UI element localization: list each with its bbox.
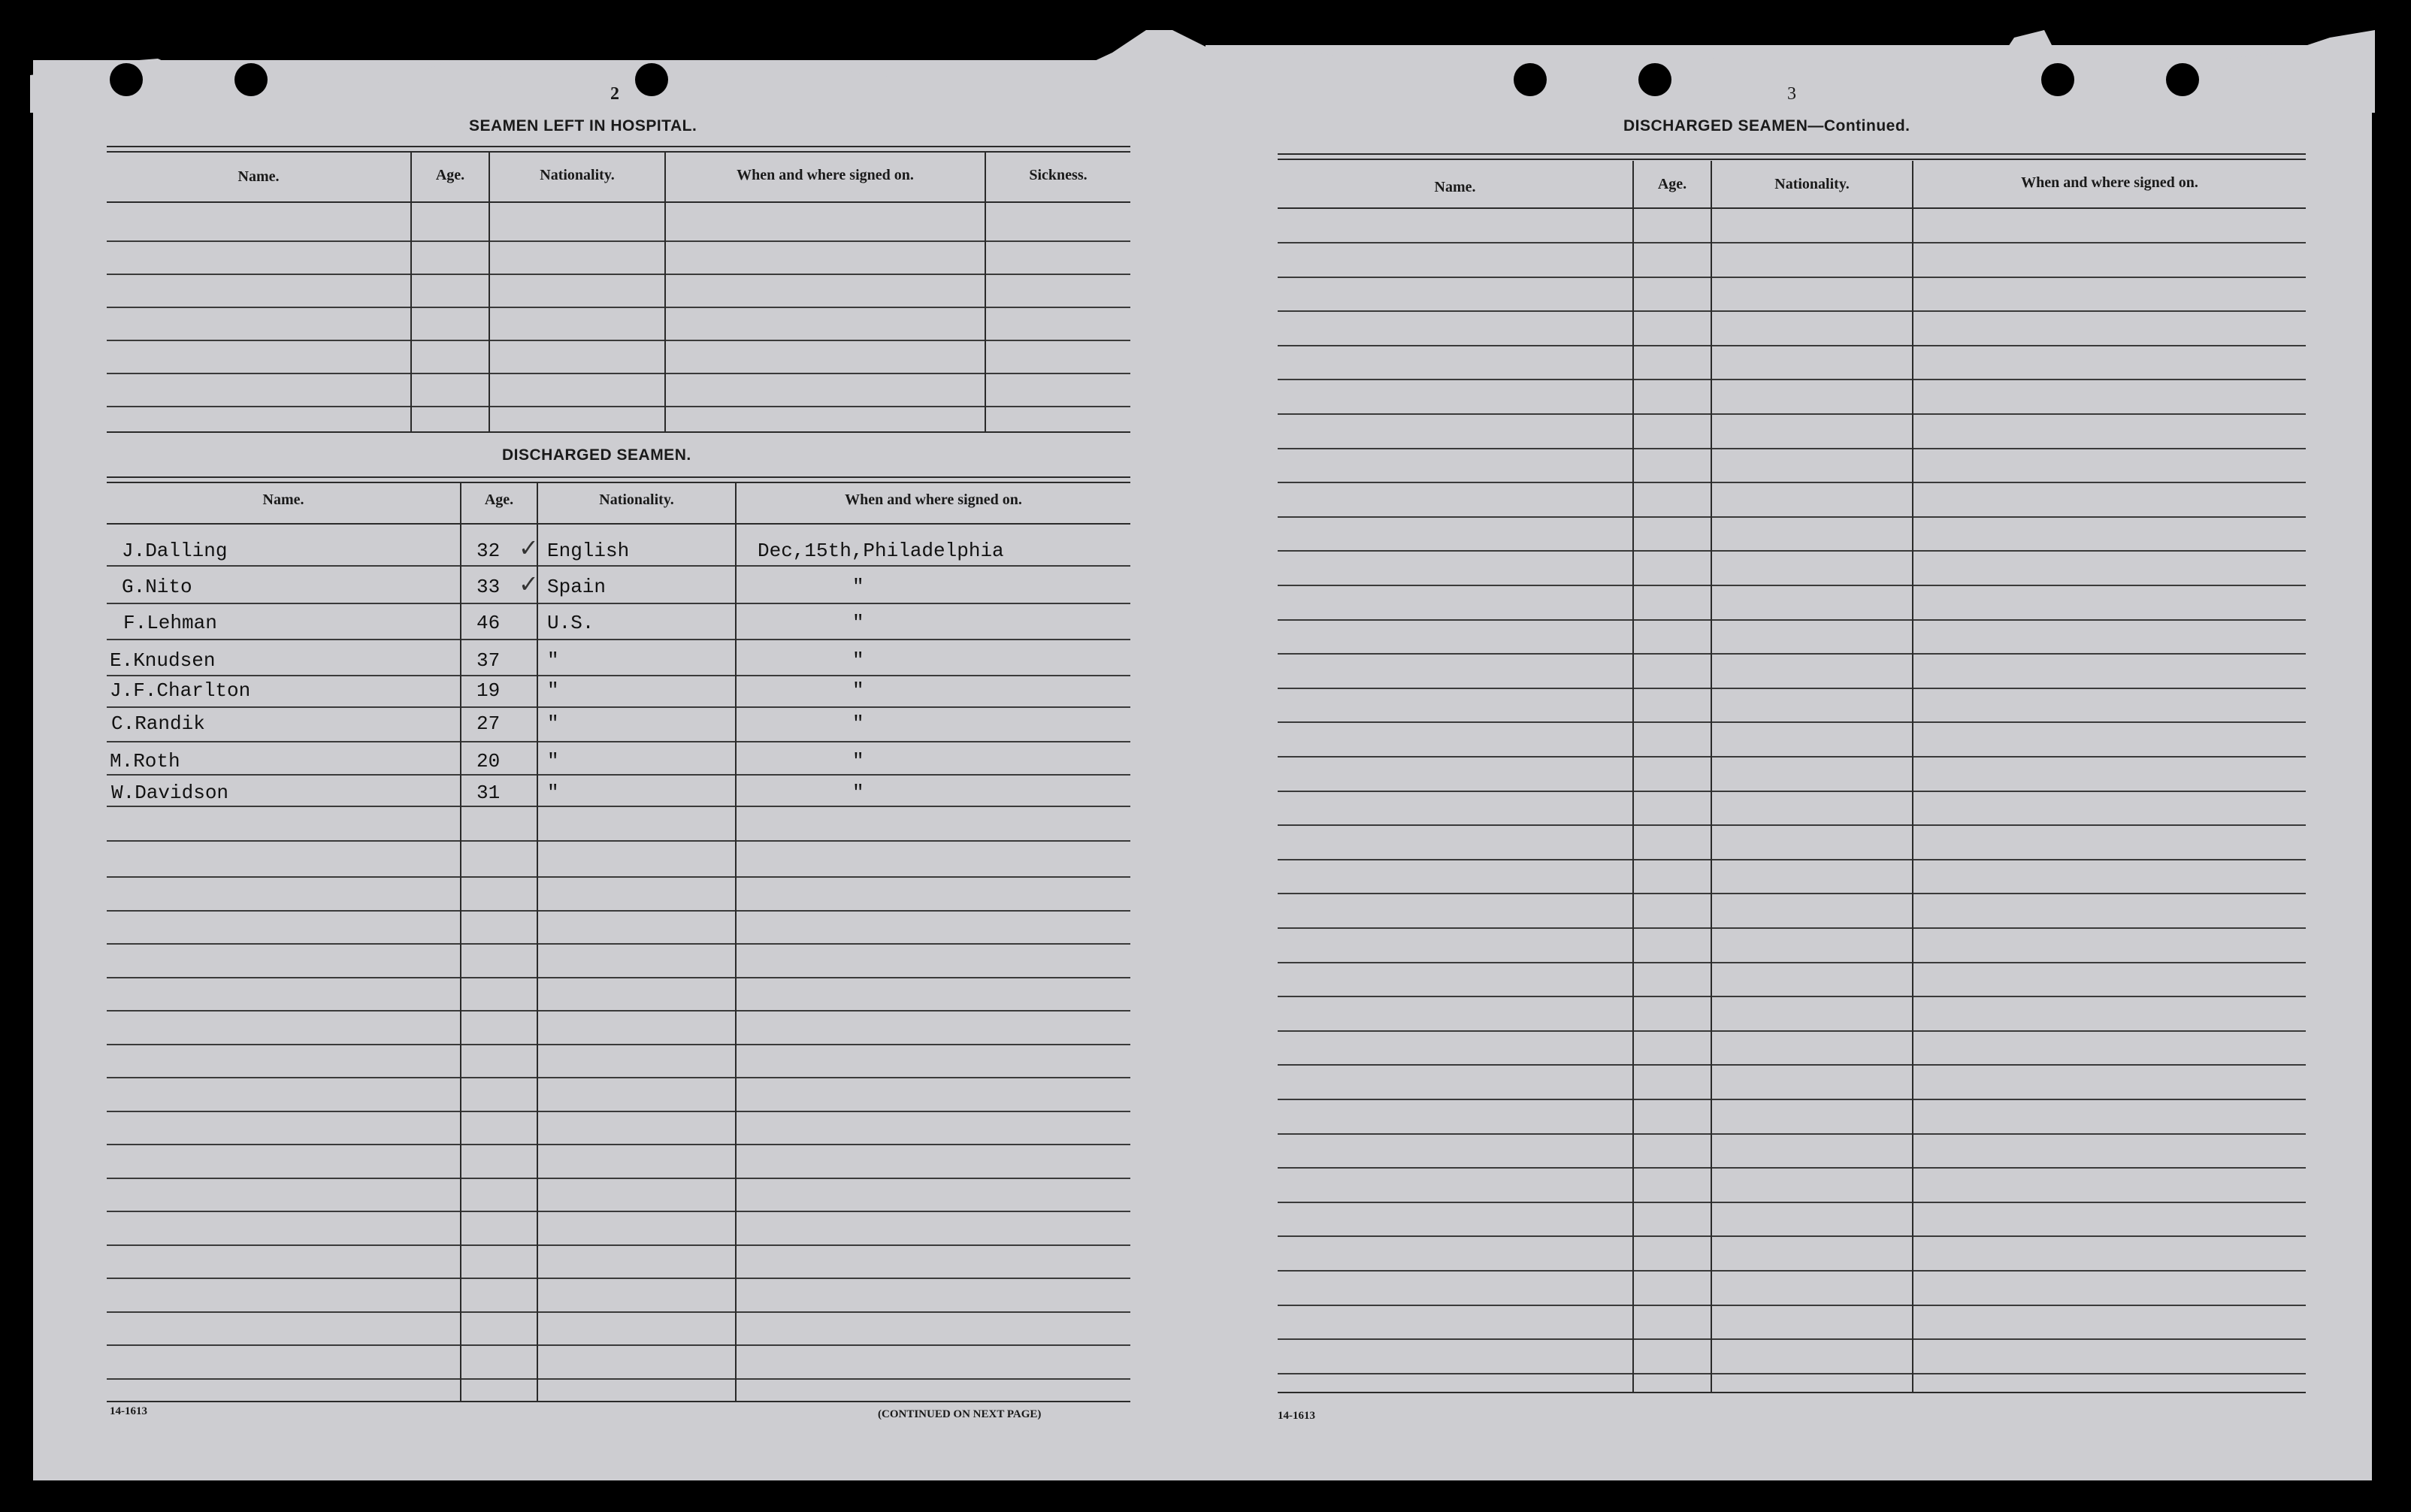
rule [1278, 893, 2306, 894]
rule [107, 741, 1130, 742]
rule [107, 1044, 1130, 1045]
rule [107, 1077, 1130, 1078]
seaman-nationality: " [547, 782, 559, 804]
column-divider [1632, 161, 1634, 1392]
rule [107, 1378, 1130, 1380]
seaman-name: G.Nito [122, 576, 192, 598]
discharged-col-nationality: Nationality. [599, 491, 674, 508]
checkmark-icon: ✓ [519, 534, 539, 562]
hospital-section-title: SEAMEN LEFT IN HOSPITAL. [469, 117, 697, 135]
seaman-nationality: Spain [547, 576, 607, 598]
seaman-nationality: " [547, 750, 559, 773]
right-col-nationality: Nationality. [1774, 176, 1850, 192]
seaman-signed-on: " [852, 679, 864, 702]
punch-hole [234, 63, 268, 96]
rule [1278, 1305, 2306, 1306]
seaman-name: J.F.Charlton [110, 679, 251, 702]
form-number: 14-1613 [110, 1405, 147, 1417]
discharged-col-signed: When and where signed on. [845, 491, 1022, 508]
rule [107, 476, 1130, 483]
seaman-name: M.Roth [110, 750, 180, 773]
seaman-nationality: U.S. [547, 612, 594, 634]
rule [107, 1244, 1130, 1246]
seaman-name: W.Davidson [111, 782, 229, 804]
rule [1278, 482, 2306, 483]
rule [1278, 1133, 2306, 1135]
punch-hole [1514, 63, 1547, 96]
rule [1278, 962, 2306, 963]
rule [107, 1311, 1130, 1313]
seaman-age: 31 [476, 782, 501, 804]
rule [107, 876, 1130, 878]
column-divider [489, 152, 490, 431]
rule [1278, 207, 2306, 209]
rule [107, 565, 1130, 567]
column-divider [410, 152, 412, 431]
seaman-signed-on: " [852, 750, 864, 773]
rule [1278, 1030, 2306, 1032]
hospital-col-signed: When and where signed on. [737, 167, 914, 183]
rule [107, 1010, 1130, 1012]
right-col-signed: When and where signed on. [2021, 174, 2198, 191]
seaman-name: J.Dalling [122, 540, 228, 562]
seaman-signed-on: " [852, 712, 864, 735]
hospital-col-sickness: Sickness. [1029, 167, 1088, 183]
seaman-signed-on: Dec,15th,Philadelphia [758, 540, 1004, 562]
rule [1278, 345, 2306, 346]
rule [107, 201, 1130, 203]
discharged-col-age: Age. [484, 491, 514, 508]
right-col-age: Age. [1657, 176, 1687, 192]
rule [107, 910, 1130, 912]
checkmark-icon: ✓ [519, 570, 539, 598]
rule [1278, 1373, 2306, 1374]
discharged-section-title: DISCHARGED SEAMEN. [502, 446, 691, 464]
rule [107, 1211, 1130, 1212]
seaman-age: 20 [476, 750, 501, 773]
rule [107, 1144, 1130, 1145]
seaman-age: 32 [476, 540, 501, 562]
column-divider [1912, 161, 1913, 1392]
rule [1278, 1167, 2306, 1169]
rule [107, 146, 1130, 153]
seaman-age: 19 [476, 679, 501, 702]
rule [1278, 242, 2306, 243]
rule [1278, 448, 2306, 449]
seaman-nationality: " [547, 679, 559, 702]
discharged-continued-title: DISCHARGED SEAMEN—Continued. [1623, 117, 1910, 135]
rule [107, 1278, 1130, 1279]
rule [1278, 1099, 2306, 1100]
rule [1278, 153, 2306, 160]
rule [107, 406, 1130, 407]
seaman-name: E.Knudsen [110, 649, 216, 672]
page-number: 2 [610, 84, 619, 104]
seaman-nationality: English [547, 540, 630, 562]
rule [1278, 277, 2306, 278]
rule [1278, 824, 2306, 826]
rule [1278, 721, 2306, 723]
rule [1278, 550, 2306, 552]
seaman-nationality: " [547, 712, 559, 735]
punch-hole [2166, 63, 2199, 96]
rule [1278, 1270, 2306, 1272]
rule [107, 840, 1130, 842]
rule [1278, 756, 2306, 758]
rule [1278, 1064, 2306, 1066]
torn-edge [30, 30, 2375, 113]
punch-hole [2041, 63, 2074, 96]
punch-hole [1638, 63, 1671, 96]
column-divider [1711, 161, 1712, 1392]
rule [107, 274, 1130, 275]
rule [107, 943, 1130, 945]
rule [1278, 619, 2306, 621]
column-divider [664, 152, 666, 431]
rule [107, 706, 1130, 708]
seaman-age: 33 [476, 576, 501, 598]
rule [107, 1111, 1130, 1112]
column-divider [735, 482, 737, 1401]
rule [107, 340, 1130, 341]
seaman-signed-on: " [852, 782, 864, 804]
rule [107, 774, 1130, 776]
rule [107, 1401, 1130, 1402]
seaman-age: 27 [476, 712, 501, 735]
rule [107, 373, 1130, 374]
rule [107, 1178, 1130, 1179]
seaman-age: 37 [476, 649, 501, 672]
column-divider [460, 482, 461, 1401]
rule [1278, 1338, 2306, 1340]
form-number: 14-1613 [1278, 1410, 1315, 1422]
rule [1278, 927, 2306, 929]
rule [1278, 1202, 2306, 1203]
rule [107, 675, 1130, 676]
rule [107, 240, 1130, 242]
seaman-signed-on: " [852, 649, 864, 672]
rule [1278, 653, 2306, 655]
page-number: 3 [1787, 84, 1796, 104]
rule [1278, 791, 2306, 792]
discharged-col-name: Name. [262, 491, 304, 508]
rule [107, 977, 1130, 978]
rule [107, 639, 1130, 640]
punch-hole [110, 63, 143, 96]
rule [1278, 379, 2306, 380]
rule [1278, 310, 2306, 312]
seaman-name: C.Randik [111, 712, 205, 735]
hospital-col-name: Name. [237, 168, 280, 185]
rule [107, 806, 1130, 807]
rule [1278, 1392, 2306, 1393]
rule [107, 431, 1130, 433]
rule [1278, 516, 2306, 518]
rule [107, 603, 1130, 604]
rule [1278, 413, 2306, 415]
hospital-col-nationality: Nationality. [540, 167, 615, 183]
seaman-signed-on: " [852, 612, 864, 634]
seaman-signed-on: " [852, 576, 864, 598]
rule [1278, 1235, 2306, 1237]
hospital-col-age: Age. [435, 167, 465, 183]
right-col-name: Name. [1434, 179, 1476, 195]
rule [107, 307, 1130, 308]
continued-note: (CONTINUED ON NEXT PAGE) [878, 1408, 1042, 1420]
rule [1278, 859, 2306, 860]
rule [1278, 996, 2306, 997]
seaman-nationality: " [547, 649, 559, 672]
column-divider [537, 482, 538, 1401]
right-page [1206, 45, 2372, 1480]
punch-hole [635, 63, 668, 96]
rule [107, 1344, 1130, 1346]
column-divider [985, 152, 986, 431]
seaman-age: 46 [476, 612, 501, 634]
rule [1278, 585, 2306, 586]
seaman-name: F.Lehman [123, 612, 217, 634]
rule [1278, 688, 2306, 689]
rule [107, 523, 1130, 525]
